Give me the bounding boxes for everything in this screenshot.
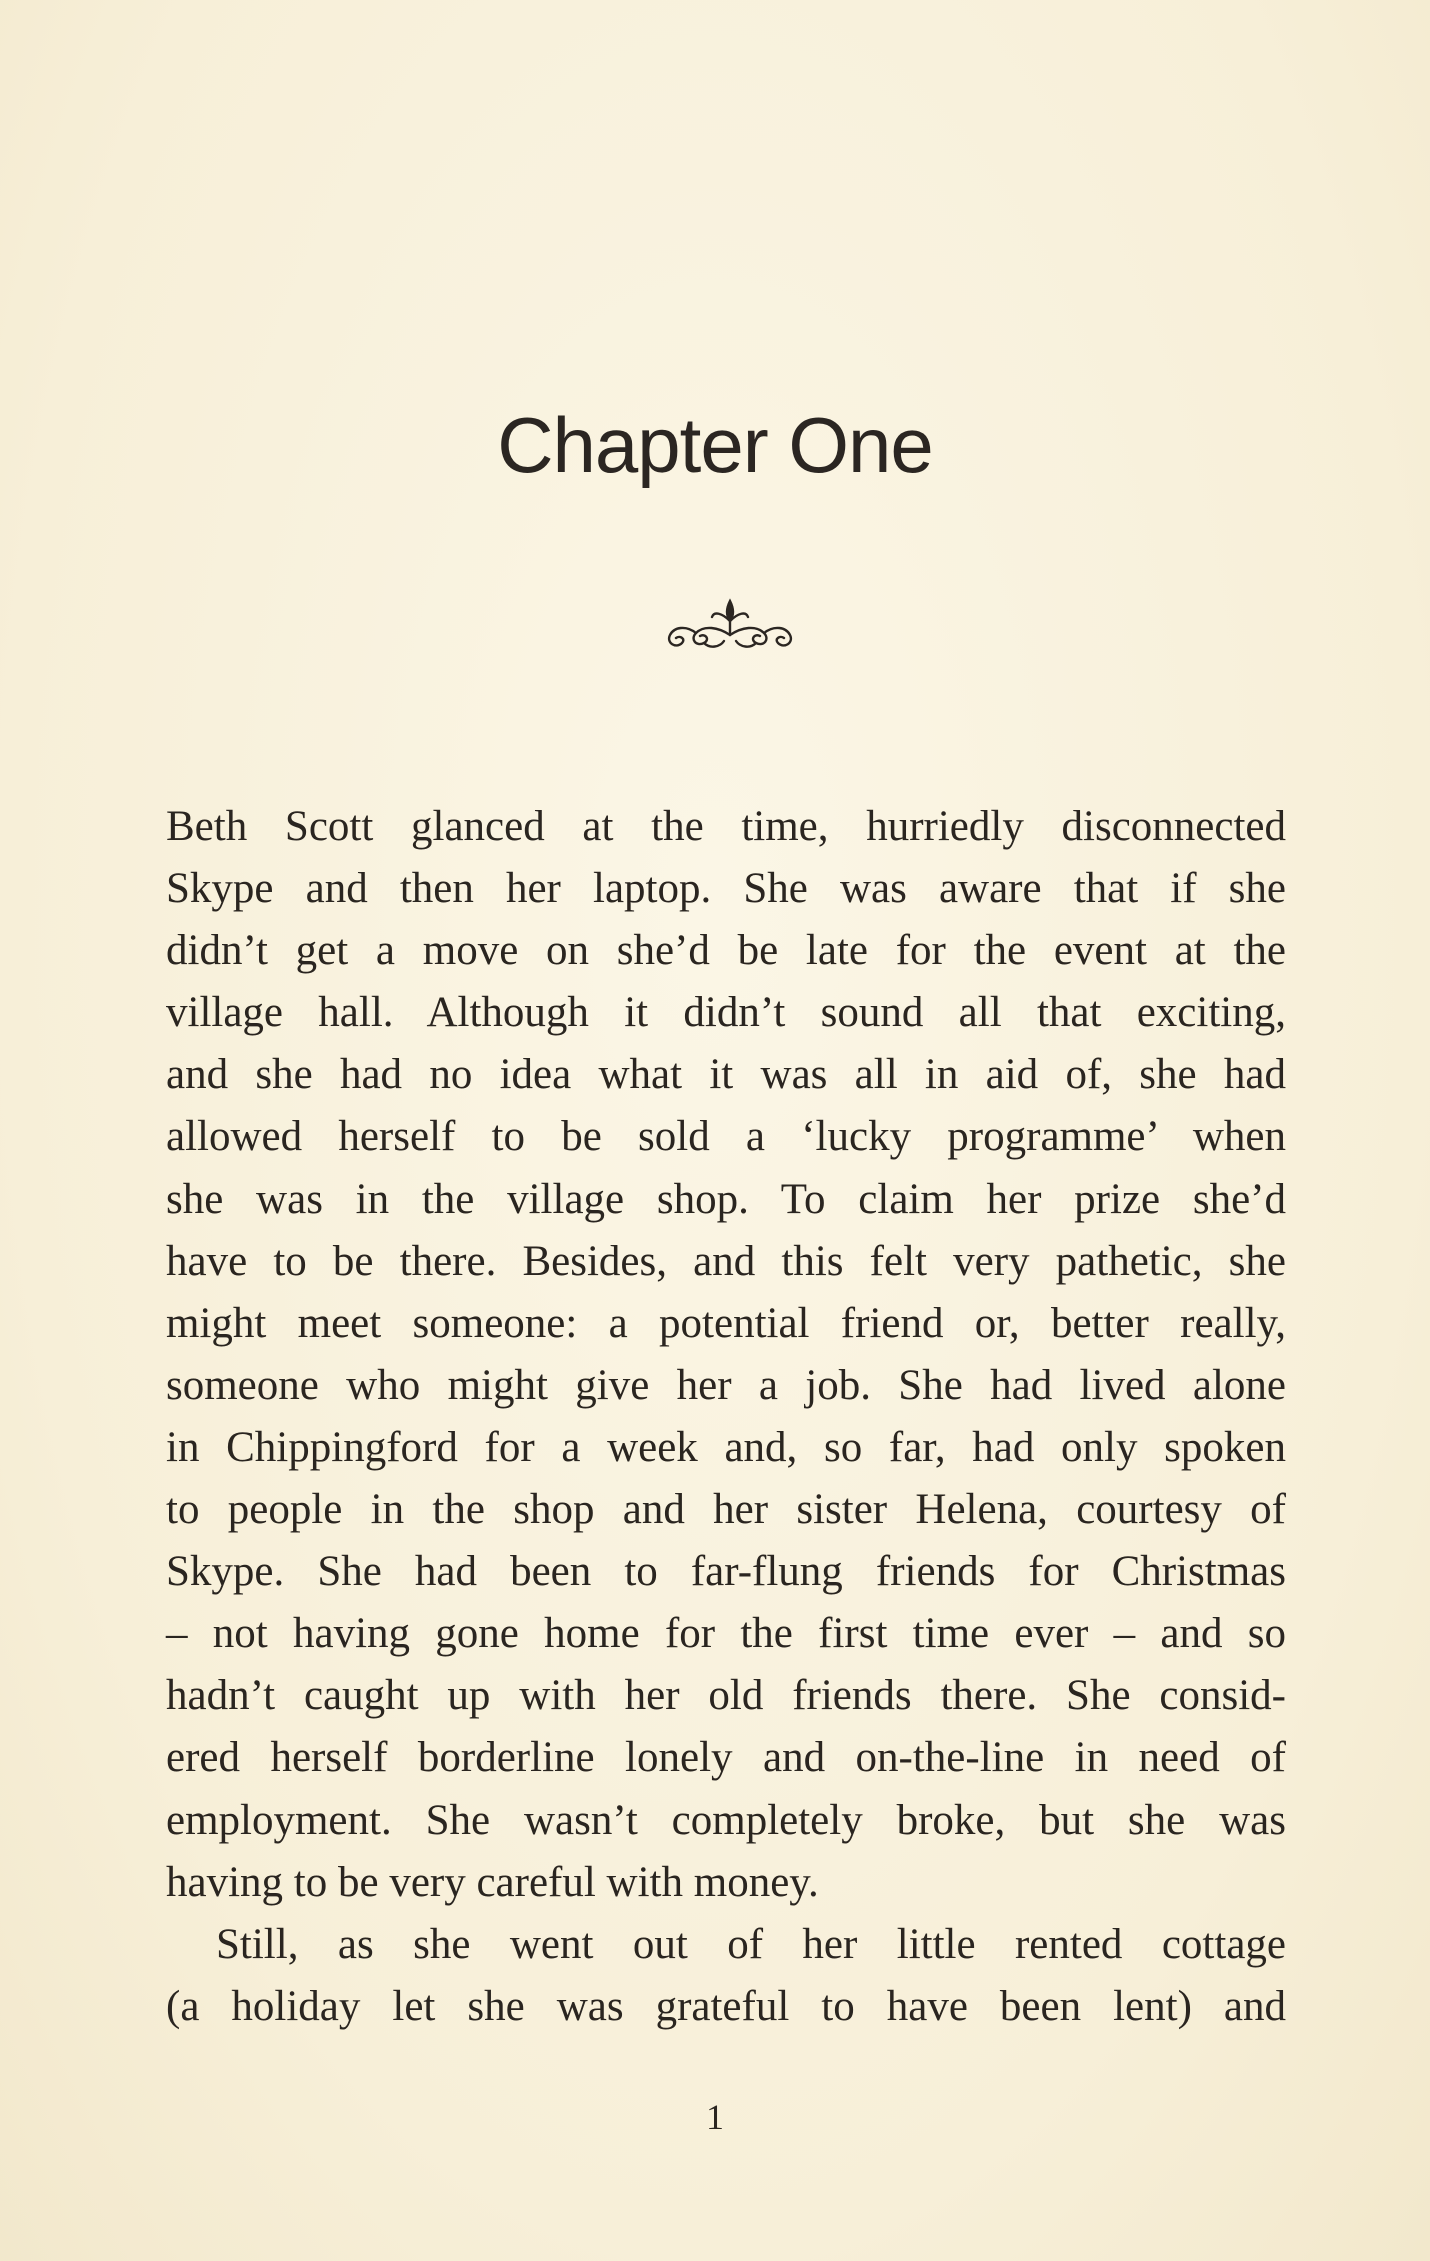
text-line: and she had no idea what it was all in aid of, she had xyxy=(166,1051,1286,1099)
text-line: – not having gone home for the first time ever – and so xyxy=(166,1610,1286,1658)
text-line: have to be there. Besides, and this felt very pathetic, she xyxy=(166,1237,1286,1285)
text-line: having to be very careful with money. xyxy=(166,1858,819,1906)
chapter-body xyxy=(166,796,1286,2038)
text-line: someone who might give her a job. She had lived alone xyxy=(166,1361,1286,1409)
text-line: ered herself borderline lonely and on-the-line in need of xyxy=(166,1734,1286,1782)
text-line: she was in the village shop. To claim her prize she’d xyxy=(166,1175,1286,1223)
text-line: (a holiday let she was grateful to have been lent) and xyxy=(166,1982,1286,2030)
text-line: to people in the shop and her sister Helena, courtesy of xyxy=(166,1486,1286,1534)
text-line: employment. She wasn’t completely broke, but she was xyxy=(166,1796,1286,1844)
text-line: in Chippingford for a week and, so far, had only spoken xyxy=(166,1423,1286,1471)
text-line: village hall. Although it didn’t sound all that exciting, xyxy=(166,989,1286,1037)
text-line: Still, as she went out of her little rented cottage xyxy=(216,1920,1286,1968)
fleuron-ornament-icon xyxy=(660,595,800,655)
page-number: 1 xyxy=(706,2097,724,2137)
text-line: Skype. She had been to far-flung friends for Christmas xyxy=(166,1548,1286,1596)
text-line: Skype and then her laptop. She was aware that if she xyxy=(166,865,1286,913)
paragraph-1 xyxy=(166,796,1286,1914)
text-line: didn’t get a move on she’d be late for the event at the xyxy=(166,927,1286,975)
text-line: hadn’t caught up with her old friends there. She consid- xyxy=(166,1672,1286,1720)
text-line: might meet someone: a potential friend or, better really, xyxy=(166,1299,1286,1347)
chapter-title: Chapter One xyxy=(497,401,933,489)
text-line: Beth Scott glanced at the time, hurriedly disconnected xyxy=(166,803,1286,850)
paragraph-2 xyxy=(166,1914,1286,2038)
text-line: allowed herself to be sold a ‘lucky programme’ when xyxy=(166,1113,1286,1161)
